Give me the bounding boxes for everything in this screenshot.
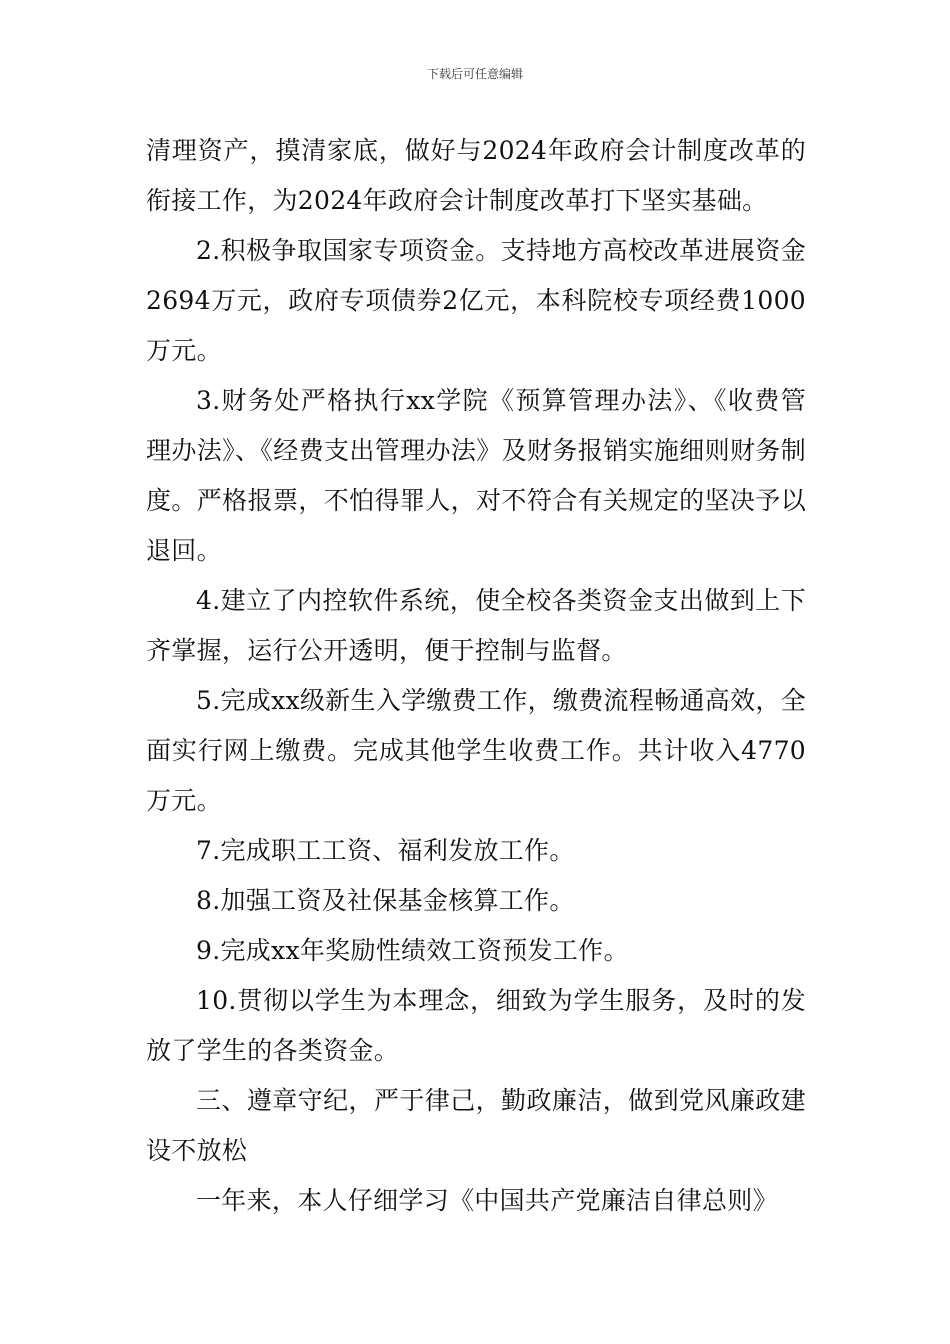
paragraph-1: 清理资产，摸清家底，做好与2024年政府会计制度改革的衔接工作，为2024年政府会计制度改革打下坚实基础。 — [146, 136, 806, 215]
paragraph-9: 10.贯彻以学生为本理念，细致为学生服务，及时的发放了学生的各类资金。 — [146, 986, 806, 1065]
paragraph-5: 5.完成xx级新生入学缴费工作，缴费流程畅通高效，全面实行网上缴费。完成其他学生收费工作。共计收入4770万元。 — [146, 686, 806, 815]
paragraph-4: 4.建立了内控软件系统，使全校各类资金支出做到上下齐掌握，运行公开透明，便于控制与监督。 — [146, 586, 806, 665]
paragraph-8: 9.完成xx年奖励性绩效工资预发工作。 — [196, 936, 629, 965]
section-heading: 三、遵章守纪，严于律己，勤政廉洁，做到党风廉政建设不放松 — [146, 1086, 806, 1165]
document-body — [146, 126, 806, 1226]
paragraph-7: 8.加强工资及社保基金核算工作。 — [196, 886, 575, 915]
page-header: 下载后可任意编辑 — [426, 67, 523, 81]
paragraph-10: 一年来，本人仔细学习《中国共产党廉洁自律总则》 — [196, 1186, 778, 1215]
paragraph-3: 3.财务处严格执行xx学院《预算管理办法》、《收费管理办法》、《经费支出管理办法》及财务报销实施细则财务制度。严格报票，不怕得罪人，对不符合有关规定的坚决予以退回。 — [146, 386, 806, 565]
paragraph-2: 2.积极争取国家专项资金。支持地方高校改革进展资金2694万元，政府专项债券2亿元，本科院校专项经费1000万元。 — [146, 236, 806, 365]
paragraph-6: 7.完成职工工资、福利发放工作。 — [196, 836, 575, 865]
